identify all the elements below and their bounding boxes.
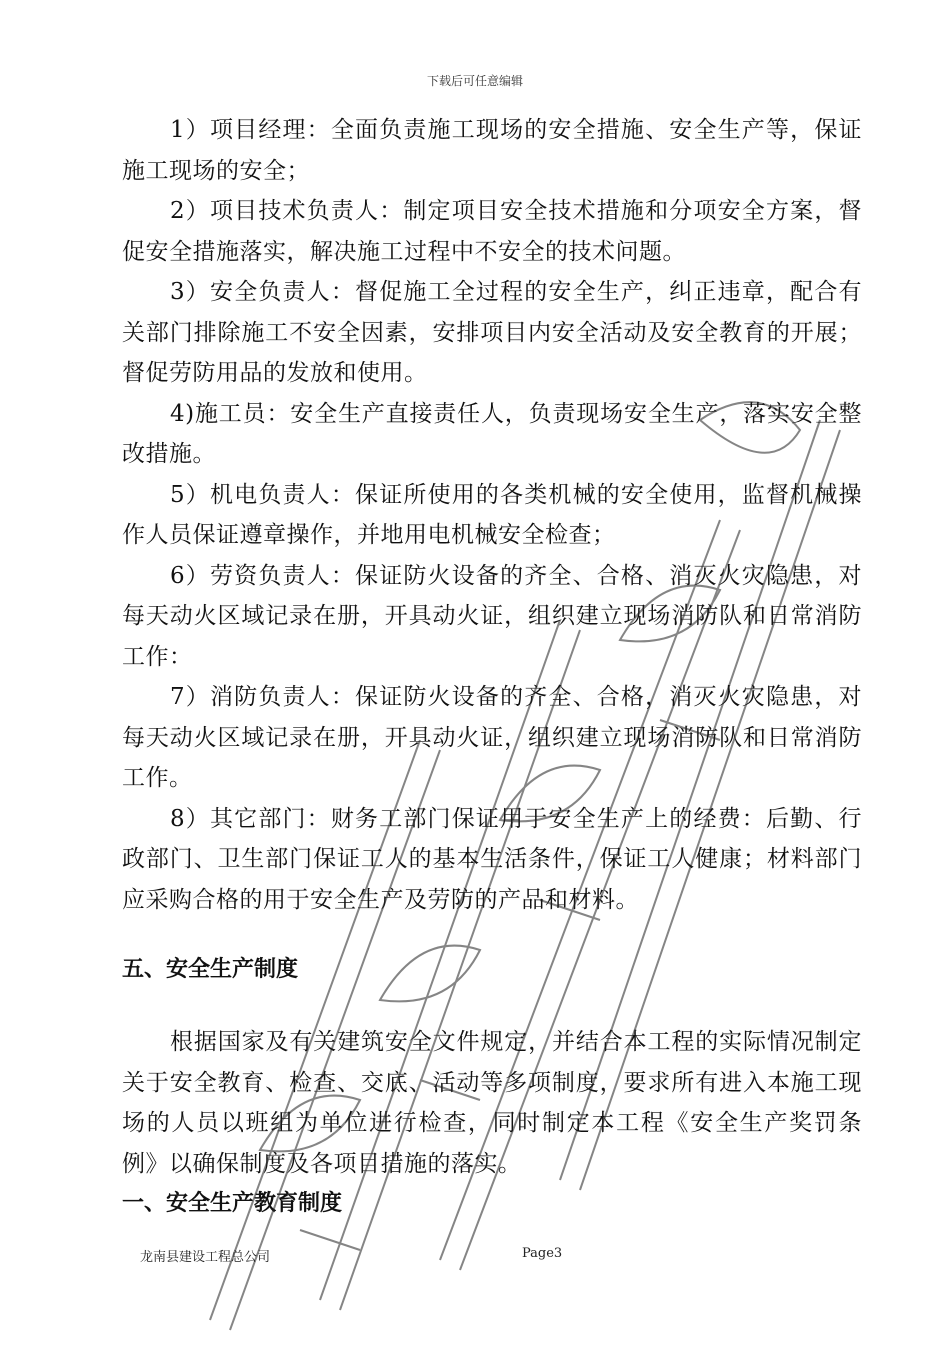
footer-company: 龙南县建设工程总公司 xyxy=(140,1250,271,1265)
responsibility-item: 3）安全负责人：督促施工全过程的安全生产，纠正违章，配合有关部门排除施工不安全因素，安排项目内安全活动及安全教育的开展；督促劳防用品的发放和使用。 xyxy=(122,279,862,386)
responsibility-item: 8）其它部门：财务工部门保证用于安全生产上的经费：后勤、行政部门、卫生部门保证工人的基本生活条件，保证工人健康；材料部门应采购合格的用于安全生产及劳防的产品和材料。 xyxy=(122,805,862,913)
responsibility-item: 7）消防负责人：保证防火设备的齐全、合格，消灭火灾隐患，对每天动火区域记录在册，开具动火证，组织建立现场消防队和日常消防工作。 xyxy=(122,684,862,791)
section-heading-one: 一、安全生产教育制度 xyxy=(122,1191,343,1216)
section-five-paragraph: 根据国家及有关建筑安全文件规定，并结合本工程的实际情况制定关于安全教育、检查、交底、活动等多项制度，要求所有进入本施工现场的人员以班组为单位进行检查，同时制定本工程《安全生产奖罚条例》以确保制度及各项目措施的落实。 xyxy=(122,1029,862,1177)
responsibility-item: 2）项目技术负责人：制定项目安全技术措施和分项安全方案，督促安全措施落实，解决施工过程中不安全的技术问题。 xyxy=(122,198,862,265)
responsibility-item: 5）机电负责人：保证所使用的各类机械的安全使用，监督机械操作人员保证遵章操作，并地用电机械安全检查； xyxy=(122,481,862,548)
page-header: 下载后可任意编辑 xyxy=(426,74,523,88)
footer-page-number: Page3 xyxy=(522,1246,563,1261)
responsibility-item: 4)施工员：安全生产直接责任人，负责现场安全生产，落实安全整改措施。 xyxy=(122,400,862,467)
responsibility-item: 1）项目经理：全面负责施工现场的安全措施、安全生产等，保证施工现场的安全； xyxy=(122,117,862,184)
document-body xyxy=(122,110,862,1224)
section-heading-five: 五、安全生产制度 xyxy=(122,957,299,982)
responsibility-item: 6）劳资负责人：保证防火设备的齐全、合格、消灭火灾隐患，对每天动火区域记录在册，开具动火证，组织建立现场消防队和日常消防工作： xyxy=(122,562,862,670)
